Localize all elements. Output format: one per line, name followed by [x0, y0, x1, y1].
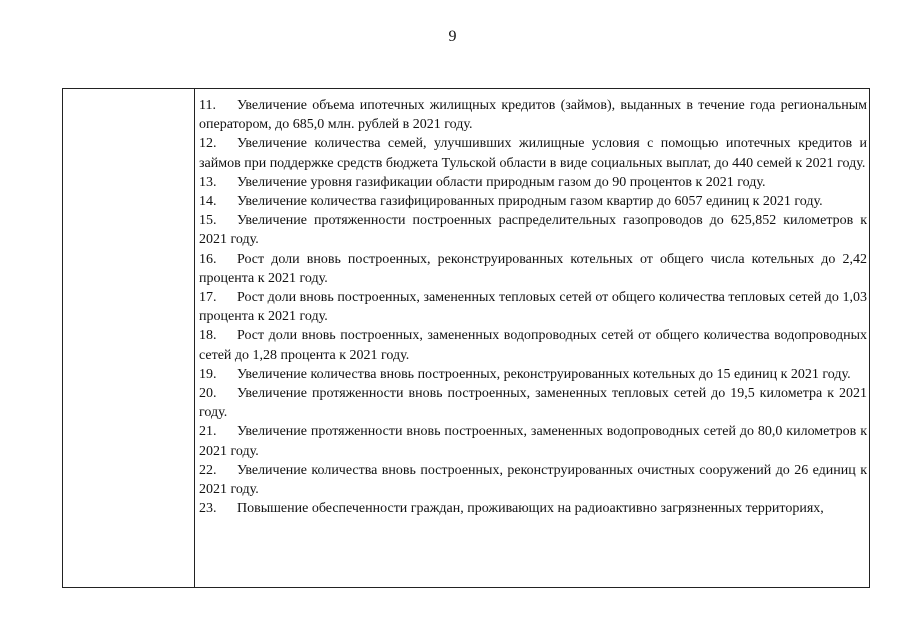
- list-item: [199, 461, 867, 499]
- list-item: [199, 211, 867, 249]
- item-text: Увеличение количества газифицированных природным газом квартир до 6057 единиц к 2021 году.: [237, 194, 823, 210]
- item-number: 23.: [199, 501, 217, 517]
- list-item: [199, 365, 867, 384]
- item-number: 11.: [199, 98, 216, 113]
- item-number: 13.: [199, 174, 217, 190]
- list-item: [199, 422, 867, 460]
- item-number: 12.: [199, 136, 217, 152]
- list-item: [199, 250, 867, 288]
- list-item: [199, 288, 867, 326]
- list-item: [199, 326, 867, 364]
- item-text: Увеличение уровня газификации области природным газом до 90 процентов к 2021 году.: [237, 174, 766, 190]
- page-number: 9: [448, 28, 457, 45]
- item-text: Увеличение объема ипотечных жилищных кредитов (займов), выданных в течение года региональным оператором, до 685,0 млн. рублей в 2021 году.: [199, 98, 867, 133]
- item-text: Рост доли вновь построенных, замененных тепловых сетей от общего количества тепловых сетей до 1,03 процента к 2021 году.: [199, 290, 867, 325]
- item-number: 18.: [199, 328, 217, 344]
- item-text: Увеличение протяженности вновь построенных, замененных тепловых сетей до 19,5 километра к 2021 году.: [199, 386, 867, 421]
- item-text: Рост доли вновь построенных, реконструированных котельных от общего числа котельных до 2,42 процента к 2021 году.: [199, 251, 867, 286]
- list-item: [199, 499, 867, 518]
- list-item: [199, 192, 867, 211]
- item-number: 17.: [199, 290, 217, 306]
- item-number: 15.: [199, 213, 217, 229]
- item-text: Увеличение протяженности вновь построенных, замененных водопроводных сетей до 80,0 километров к 2021 году.: [199, 424, 867, 459]
- item-text: Повышение обеспеченности граждан, проживающих на радиоактивно загрязненных территориях,: [237, 501, 824, 517]
- item-number: 14.: [199, 194, 217, 210]
- list-item: [199, 173, 867, 192]
- content-table: [62, 88, 870, 588]
- item-text: Увеличение протяженности построенных распределительных газопроводов до 625,852 километров к 2021 году.: [199, 213, 867, 248]
- item-text: Увеличение количества вновь построенных, реконструированных очистных сооружений до 26 единиц к 2021 году.: [199, 462, 867, 498]
- item-number: 16.: [199, 251, 217, 267]
- item-number: 21.: [199, 424, 217, 440]
- list-item: [199, 384, 867, 422]
- list-item: [199, 134, 867, 172]
- item-number: 19.: [199, 366, 217, 382]
- table-right-column: [195, 89, 869, 587]
- list-item: [199, 96, 867, 134]
- item-text: Увеличение количества вновь построенных, реконструированных котельных до 15 единиц к 2021 году.: [237, 366, 851, 382]
- item-text: Рост доли вновь построенных, замененных водопроводных сетей от общего количества водопроводных сетей до 1,28 процента к 2021 году.: [199, 328, 867, 363]
- item-text: Увеличение количества семей, улучшивших жилищные условия с помощью ипотечных кредитов и займов при поддержке средств бюджета Тульской области в виде социальных выплат, до 440 семей к 2021 году.: [199, 136, 867, 171]
- item-number: 20.: [199, 386, 217, 402]
- table-left-column: [63, 89, 195, 587]
- item-number: 22.: [199, 462, 217, 478]
